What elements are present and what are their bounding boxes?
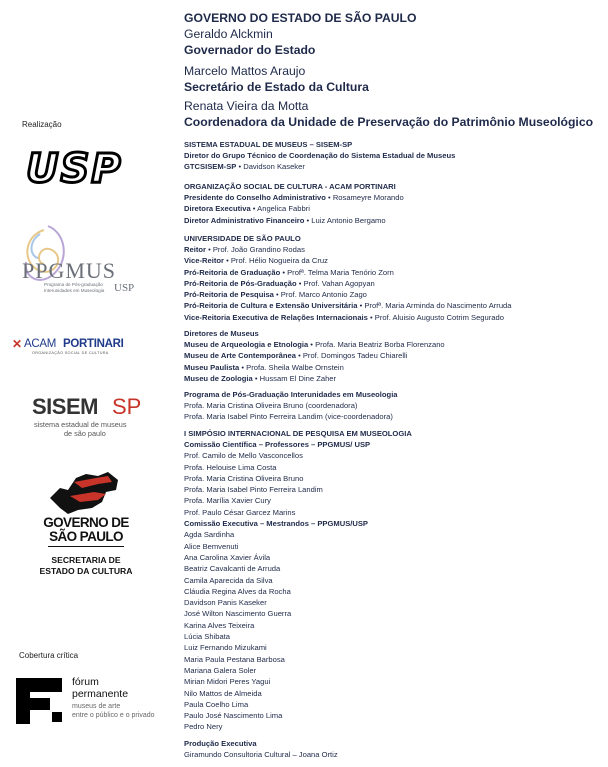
bullet-separator: • — [357, 301, 365, 311]
credit-person: Luiz Fernando Mizukami — [184, 643, 267, 653]
acam-star-icon: ✕ — [12, 337, 23, 351]
sao-paulo-map-icon — [46, 468, 126, 516]
credit-role: Vice-Reitoria Executiva de Relações Internacionais — [184, 312, 368, 322]
credit-line — [184, 529, 608, 540]
credit-role: Comissão Científica – Professores – PPGMUS/ USP — [184, 440, 371, 449]
credit-person: Hussam El Dine Zaher — [259, 373, 337, 383]
forum-text-4: entre o público e o privado — [72, 712, 155, 719]
usp-logo — [26, 146, 136, 192]
credit-line — [184, 150, 608, 161]
credit-line — [184, 575, 608, 586]
credit-person: Ana Carolina Xavier Ávila — [184, 552, 271, 562]
sisem-text: SISEM — [32, 394, 98, 419]
bullet-separator: • — [223, 256, 231, 266]
credit-role: Diretor Administrativo Financeiro — [184, 215, 305, 225]
credit-person: Profa. Maria Beatriz Borba Florenzano — [315, 340, 445, 349]
credit-section — [184, 738, 608, 760]
credit-person: Prof. Domingos Tadeu Chiarelli — [302, 351, 408, 361]
governo-sp-logo — [30, 468, 142, 580]
portinari-text: PORTINARI — [63, 338, 124, 350]
credit-role: Comissão Executiva – Mestrandos – PPGMUS/USP — [184, 519, 369, 529]
governor-name: Geraldo Alckmin — [184, 27, 273, 41]
credit-line — [184, 699, 608, 710]
credit-role: GTCSISEM-SP — [184, 162, 237, 172]
credit-role: Presidente do Conselho Administrativo — [184, 193, 326, 202]
cobertura-label: Cobertura crítica — [19, 651, 79, 660]
credit-person: Prof. Hélio Nogueira da Cruz — [230, 256, 328, 266]
secretary-title: Secretário de Estado da Cultura — [184, 80, 369, 94]
credit-section — [184, 139, 608, 173]
section-heading: Programa de Pós-Graduação Interunidades em Museologia — [184, 390, 398, 399]
credit-line — [184, 400, 608, 411]
bullet-separator: • — [304, 215, 312, 225]
credit-line — [184, 665, 608, 676]
credit-person: Angelica Fabbri — [257, 204, 310, 214]
credit-line — [184, 507, 608, 518]
credit-person: José Wilton Nascimento Guerra — [184, 609, 292, 619]
bullet-separator: • — [236, 162, 244, 172]
credit-line — [184, 350, 608, 361]
gov-state-title: GOVERNO DO ESTADO DE SÃO PAULO — [184, 11, 417, 25]
gov-logo-divider — [48, 546, 124, 547]
bullet-separator: • — [252, 373, 260, 383]
bullet-separator: • — [296, 278, 304, 288]
credit-line — [184, 597, 608, 608]
ppgmus-sub2: Interunidades em Museologia — [44, 288, 105, 293]
credit-line — [184, 749, 608, 760]
credit-person: Profa. Marília Xavier Cury — [184, 496, 271, 506]
credit-role: Vice-Reitor — [184, 256, 224, 266]
credit-line — [184, 192, 608, 203]
credit-line — [184, 373, 608, 384]
credit-role: Pró-Reitoria de Cultura e Extensão Universitária — [184, 301, 358, 311]
section-heading: ORGANIZAÇÃO SOCIAL DE CULTURA - ACAM PORTINARI — [184, 182, 396, 191]
credit-person: Davidson Kaseker — [243, 162, 305, 172]
credit-person: Paula Coelho Lima — [184, 699, 249, 709]
credit-section — [184, 233, 608, 323]
credit-line — [184, 411, 608, 422]
credit-line — [184, 255, 608, 266]
credit-person: Camila Aparecida da Silva — [184, 575, 273, 585]
credit-line — [184, 518, 608, 529]
credit-line — [184, 203, 608, 214]
credit-line — [184, 362, 608, 373]
bullet-separator: • — [250, 204, 258, 214]
section-heading: Diretores de Museus — [184, 329, 259, 338]
gov-logo-line2: SÃO PAULO — [49, 529, 123, 544]
section-heading: I SIMPÓSIO INTERNACIONAL DE PESQUISA EM MUSEOLOGIA — [184, 429, 412, 438]
credit-person: Maria Paula Pestana Barbosa — [184, 654, 285, 664]
sisem-sp-logo — [26, 394, 146, 442]
credit-line — [184, 563, 608, 574]
credit-person: Prof. Paulo César Garcez Marins — [184, 507, 296, 517]
credit-person: Prof. Vahan Agopyan — [303, 278, 375, 288]
credit-line — [184, 339, 608, 350]
credit-line — [184, 462, 608, 473]
credit-role: Diretor do Grupo Técnico de Coordenação do Sistema Estadual de Museus — [184, 151, 456, 160]
credit-section — [184, 181, 608, 226]
credit-person: Profa. Maria Isabel Pinto Ferreira Landim (vice-coordenadora) — [184, 412, 393, 422]
credit-person: Prof. Marco Antonio Zago — [280, 290, 367, 300]
credit-person: Profa. Maria Cristina Oliveira Bruno — [184, 473, 304, 483]
gov-logo-line4: ESTADO DA CULTURA — [39, 566, 133, 576]
gov-logo-line3: SECRETARIA DE — [51, 555, 121, 565]
bullet-separator: • — [280, 267, 288, 277]
forum-permanente-logo — [16, 676, 176, 726]
credit-person: Pedro Nery — [184, 722, 223, 732]
credit-person: Prof. Aluisio Augusto Cotrim Segurado — [374, 312, 504, 322]
acam-portinari-logo — [12, 336, 140, 358]
credit-person: Agda Sardinha — [184, 530, 235, 540]
governor-title: Governador do Estado — [184, 43, 316, 57]
credit-line — [184, 541, 608, 552]
credit-line — [184, 439, 608, 450]
bullet-separator: • — [239, 362, 247, 372]
ppgmus-sub1: Programa de Pós-graduação — [44, 282, 103, 287]
bullet-separator: • — [367, 312, 375, 322]
credit-person: Cláudia Regina Alves da Rocha — [184, 586, 291, 596]
usp-logo-text: USP — [26, 146, 123, 192]
credit-person: Giramundo Consultoria Cultural – Joana Ortiz — [184, 750, 338, 759]
credit-line — [184, 721, 608, 732]
credit-person: Mirian Midori Peres Yagui — [184, 677, 271, 687]
credit-person: Profa. Sheila Walbe Ornstein — [246, 362, 344, 372]
credit-role: Museu de Zoologia — [184, 373, 253, 383]
forum-text-1: fórum — [72, 676, 99, 688]
credit-person: Profª. Telma Maria Tenório Zorn — [287, 267, 394, 277]
ppgmus-logo — [14, 222, 142, 302]
secretary-name: Marcelo Mattos Araujo — [184, 64, 306, 78]
credit-section — [184, 328, 608, 384]
credit-line — [184, 300, 608, 311]
credit-person: Luiz Antonio Bergamo — [311, 215, 386, 225]
sisem-sub2: de são paulo — [64, 429, 106, 438]
credit-person: Profa. Helouise Lima Costa — [184, 462, 277, 472]
credit-person: Karina Alves Teixeira — [184, 620, 255, 630]
coordinator-title: Coordenadora da Unidade de Preservação do Patrimônio Museológico — [184, 115, 594, 129]
credit-line — [184, 608, 608, 619]
bullet-separator: • — [295, 351, 303, 361]
section-heading: SISTEMA ESTADUAL DE MUSEUS – SISEM-SP — [184, 140, 353, 149]
bullet-separator: • — [308, 340, 316, 349]
section-heading: UNIVERSIDADE DE SÃO PAULO — [184, 234, 301, 243]
sisem-sp-text: SP — [112, 394, 142, 419]
coordinator-name: Renata Vieira da Motta — [184, 99, 309, 113]
credit-person: Profa. Maria Cristina Oliveira Bruno (coordenadora) — [184, 401, 358, 410]
credit-line — [184, 484, 608, 495]
credit-role: Pró-Reitoria de Graduação — [184, 267, 281, 277]
credit-line — [184, 278, 608, 289]
forum-text-3: museus de arte — [72, 703, 121, 710]
credit-role: Museu de Arqueologia e Etnologia — [184, 340, 309, 349]
credit-line — [184, 552, 608, 563]
bullet-separator: • — [205, 245, 213, 254]
credit-person: Lúcia Shibata — [184, 632, 231, 642]
realizacao-label: Realização — [22, 120, 62, 129]
credit-line — [184, 710, 608, 721]
credit-line — [184, 495, 608, 506]
forum-text-2: permanente — [72, 688, 129, 700]
credit-person: Rosameyre Morando — [332, 193, 404, 202]
section-heading: Produção Executiva — [184, 739, 257, 748]
credit-line — [184, 450, 608, 461]
credit-line — [184, 586, 608, 597]
credit-person: Prof. João Grandino Rodas — [212, 245, 305, 254]
credit-line — [184, 631, 608, 642]
credit-person: Profa. Maria Isabel Pinto Ferreira Landim — [184, 485, 323, 495]
credit-line — [184, 620, 608, 631]
ppgmus-title: PPGMUS — [22, 258, 117, 283]
forum-logo-icon — [16, 678, 64, 724]
credit-role: Reitor — [184, 245, 206, 254]
credit-section — [184, 428, 608, 733]
credit-line — [184, 312, 608, 323]
credit-role: Diretora Executiva — [184, 204, 251, 214]
credit-person: Profª. Maria Arminda do Nascimento Arruda — [364, 301, 512, 311]
credit-person: Mariana Galera Soler — [184, 665, 257, 675]
credit-person: Paulo José Nascimento Lima — [184, 711, 283, 721]
credit-line — [184, 688, 608, 699]
credit-person: Alice Bemvenuti — [184, 541, 239, 551]
bullet-separator: • — [273, 290, 281, 300]
credit-line — [184, 215, 608, 226]
credit-role: Pró-Reitoria de Pós-Graduação — [184, 278, 297, 288]
credit-line — [184, 642, 608, 653]
credit-line — [184, 473, 608, 484]
ppgmus-usp: USP — [114, 282, 135, 294]
credit-person: Nilo Mattos de Almeida — [184, 688, 262, 698]
acam-subtitle: ORGANIZAÇÃO SOCIAL DE CULTURA — [32, 351, 109, 355]
credit-section — [184, 389, 608, 423]
credit-line — [184, 676, 608, 687]
credit-line — [184, 289, 608, 300]
gov-logo-line1: GOVERNO DE — [43, 515, 129, 530]
credit-person: Beatriz Cavalcanti de Arruda — [184, 564, 281, 574]
credit-role: Pró-Reitoria de Pesquisa — [184, 290, 274, 300]
credit-line — [184, 244, 608, 255]
credit-line — [184, 161, 608, 172]
credit-person: Davidson Panis Kaseker — [184, 598, 267, 608]
bullet-separator: • — [325, 193, 333, 202]
sisem-sub1: sistema estadual de museus — [34, 420, 127, 429]
credit-role: Museu de Arte Contemporânea — [184, 351, 296, 361]
credit-person: Prof. Camilo de Mello Vasconcellos — [184, 451, 303, 461]
credit-line — [184, 654, 608, 665]
credit-role: Museu Paulista — [184, 362, 240, 372]
acam-text: ACAM — [24, 338, 57, 350]
credit-line — [184, 267, 608, 278]
